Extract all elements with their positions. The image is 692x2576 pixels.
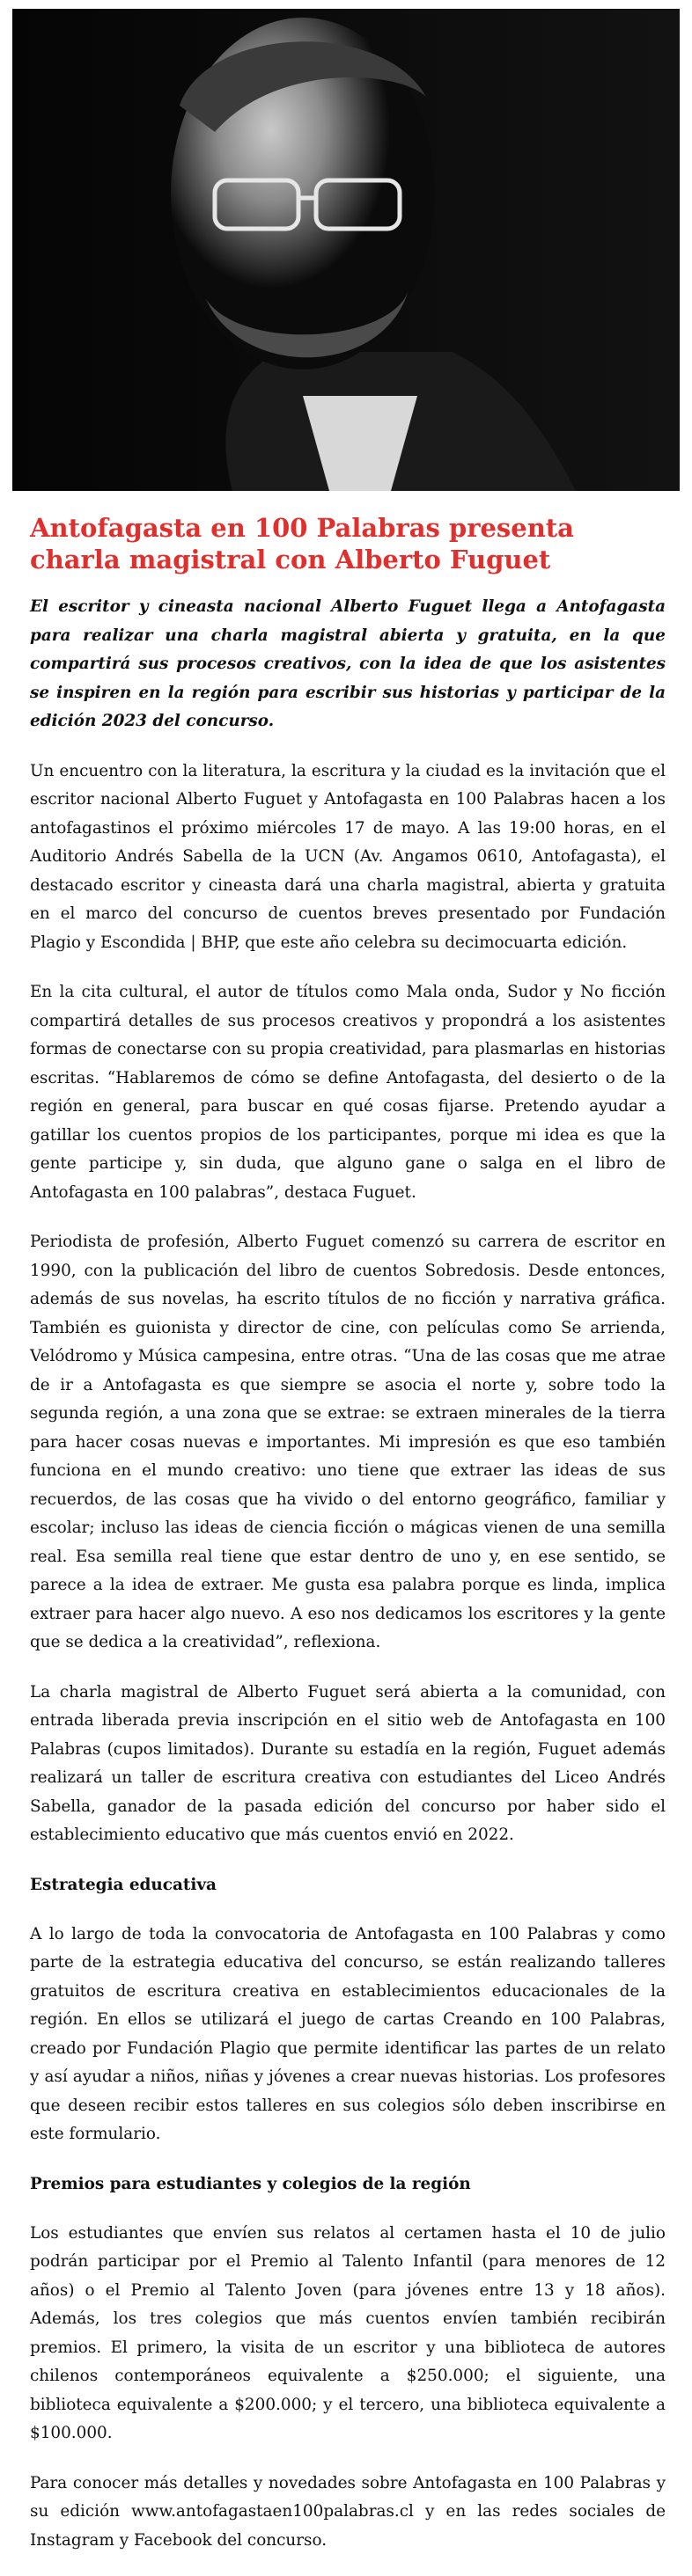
article-title: Antofagasta en 100 Palabras presenta charla magistral con Alberto Fuguet [30, 513, 574, 574]
section-heading-estrategia: Estrategia educativa [30, 1875, 217, 1894]
paragraph: La charla magistral de Alberto Fuguet será abierta a la comunidad, con entrada liberada previa inscripción en el sitio web de Antofagasta en 100 Palabras (cupos limitados). Durante su estadía en la región, Fuguet además realizará un taller de escritura creativa con estudiantes del Liceo Andrés Sabella, ganador de la pasada edición del concurso por haber sido el establecimiento educativo que más cuentos envió en 2022. [30, 1682, 666, 1844]
paragraph: A lo largo de toda la convocatoria de Antofagasta en 100 Palabras y como parte de la estrategia educativa del concurso, se están realizando talleres gratuitos de escritura creativa en establecimientos educacionales de la región. En ellos se utilizará el juego de cartas Creando en 100 Palabras, creado por Fundación Plagio que permite identificar las partes de un relato y así ayudar a niños, niñas y jóvenes a crear nuevas historias. Los profesores que deseen recibir estos talleres en sus colegios sólo deben inscribirse en este formulario. [30, 1924, 666, 2143]
paragraph: En la cita cultural, el autor de títulos como Mala onda, Sudor y No ficción compartirá detalles de sus procesos creativos y propondrá a los asistentes formas de conectarse con su propia creatividad, para plasmarlas en historias escritas. “Hablaremos de cómo se define Antofagasta, del desierto o de la región en general, para buscar en qué cosas fijarse. Pretendo ayudar a gatillar los cuentos propios de los participantes, porque mi idea es que la gente participe y, sin duda, que alguno gane o salga en el libro de Antofagasta en 100 palabras”, destaca Fuguet. [30, 983, 666, 1202]
article [30, 512, 666, 2576]
paragraph: Los estudiantes que envíen sus relatos al certamen hasta el 10 de julio podrán participar por el Premio al Talento Infantil (para menores de 12 años) o el Premio al Talento Joven (para jóvenes entre 13 y 18 años). Además, los tres colegios que más cuentos envíen también recibirán premios. El primero, la visita de un escritor y una biblioteca de autores chilenos contemporáneos equivalente a $250.000; el siguiente, una biblioteca equivalente a $200.000; y el tercero, una biblioteca equivalente a $100.000. [30, 2223, 666, 2442]
paragraph-closing: Para conocer más detalles y novedades sobre Antofagasta en 100 Palabras y su edición www.antofagastaen100palabras.cl y en las redes sociales de Instagram y Facebook del concurso. [30, 2473, 666, 2550]
portrait-image [12, 9, 680, 491]
section-heading-premios: Premios para estudiantes y colegios de la región [30, 2174, 471, 2193]
article-lead: El escritor y cineasta nacional Alberto Fuguet llega a Antofagasta para realizar una charla magistral abierta y gratuita, en la que compartirá sus procesos creativos, con la idea de que los asistentes se inspiren en la región para escribir sus historias y participar de la edición 2023 del concurso. [30, 597, 666, 730]
paragraph: Periodista de profesión, Alberto Fuguet comenzó su carrera de escritor en 1990, con la publicación del libro de cuentos Sobredosis. Desde entonces, además de sus novelas, ha escrito títulos de no ficción y narrativa gráfica. También es guionista y director de cine, con películas como Se arrienda, Velódromo y Música campesina, entre otras. “Una de las cosas que me atrae de ir a Antofagasta es que siempre se asocia el norte y, sobre todo la segunda región, a una zona que se extrae: se extraen minerales de la tierra para hacer cosas nuevas e importantes. Mi impresión es que eso también funciona en el mundo creativo: uno tiene que extraer las ideas de sus recuerdos, de las cosas que ha vivido o del entorno geográfico, familiar y escolar; incluso las ideas de ciencia ficción o mágicas vienen de una semilla real. Esa semilla real tiene que estar dentro de uno y, en ese sentido, se parece a la idea de extraer. Me gusta esa palabra porque es linda, implica extraer para hacer algo nuevo. A eso nos dedicamos los escritores y la gente que se dedica a la creatividad”, reflexiona. [30, 1233, 666, 1651]
paragraph: Un encuentro con la literatura, la escritura y la ciudad es la invitación que el escritor nacional Alberto Fuguet y Antofagasta en 100 Palabras hacen a los antofagastinos el próximo miércoles 17 de mayo. A las 19:00 horas, en el Auditorio Andrés Sabella de la UCN (Av. Angamos 0610, Antofagasta), el destacado escritor y cineasta dará una charla magistral, abierta y gratuita en el marco del concurso de cuentos breves presentado por Fundación Plagio y Escondida | BHP, que este año celebra su decimocuarta edición. [30, 761, 666, 952]
hero-photo [12, 9, 680, 491]
